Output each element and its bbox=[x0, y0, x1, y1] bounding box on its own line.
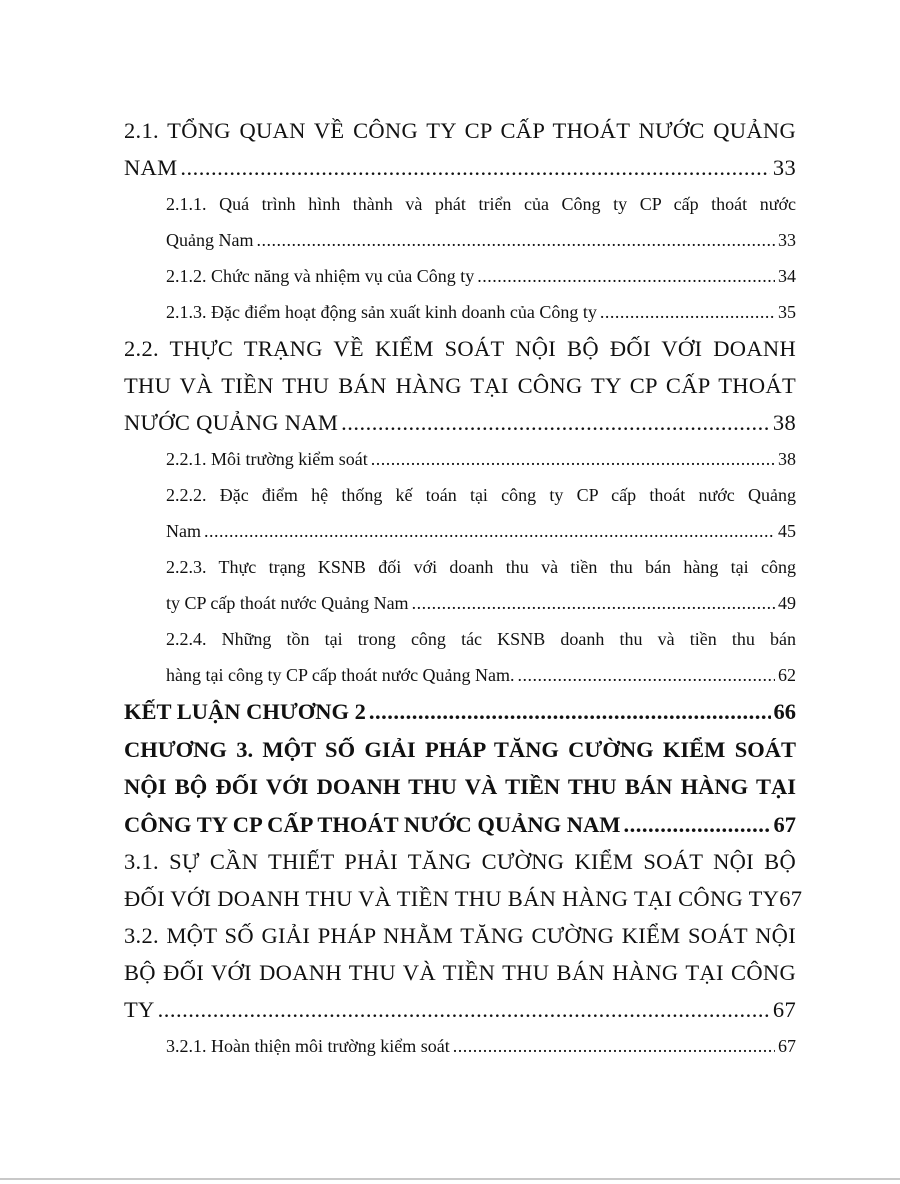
toc-page-number: 38 bbox=[778, 449, 796, 469]
toc-entry-2-2-2-line1: 2.2.2. Đặc điểm hệ thống kế toán tại công ty CP cấp thoát nước Quảng bbox=[166, 485, 796, 505]
toc-page-number: 35 bbox=[778, 302, 796, 322]
dot-leader bbox=[180, 149, 769, 186]
dot-leader bbox=[518, 657, 775, 693]
toc-entry-2-2-3[interactable] bbox=[124, 585, 796, 621]
dot-leader bbox=[412, 585, 775, 621]
toc-page-number: 67 bbox=[772, 997, 796, 1022]
toc-entry-3-2-line2: BỘ ĐỐI VỚI DOANH THU VÀ TIỀN THU BÁN HÀNG TẠI CÔNG bbox=[124, 960, 796, 985]
dot-leader bbox=[256, 222, 775, 258]
toc-entry-2-2-line2: THU VÀ TIỀN THU BÁN HÀNG TẠI CÔNG TY CP CẤP THOÁT bbox=[124, 373, 796, 398]
toc-entry-title: Quảng Nam bbox=[166, 230, 254, 250]
toc-entry-2-2-3-line1: 2.2.3. Thực trạng KSNB đối với doanh thu và tiền thu bán hàng tại công bbox=[166, 557, 796, 577]
toc-entry-chuong-3[interactable] bbox=[124, 806, 796, 844]
dot-leader bbox=[158, 991, 770, 1028]
toc-entry-title: NAM bbox=[124, 155, 178, 180]
toc-entry-2-2-line1: 2.2. THỰC TRẠNG VỀ KIỂM SOÁT NỘI BỘ ĐỐI VỚI DOANH bbox=[124, 336, 796, 361]
page-bottom-edge bbox=[0, 1178, 900, 1180]
toc-entry-2-2-4-line1: 2.2.4. Những tồn tại trong công tác KSNB doanh thu và tiền thu bán bbox=[166, 629, 796, 649]
toc-entry-3-2-1[interactable] bbox=[124, 1028, 796, 1064]
toc-entry-title: 2.1.3. Đặc điểm hoạt động sản xuất kinh doanh của Công ty bbox=[166, 302, 597, 322]
dot-leader bbox=[341, 404, 770, 441]
toc-entry-3-1-line1: 3.1. SỰ CẦN THIẾT PHẢI TĂNG CƯỜNG KIỂM SOÁT NỘI BỘ bbox=[124, 849, 796, 874]
dot-leader bbox=[369, 693, 771, 731]
dot-leader bbox=[453, 1028, 775, 1064]
toc-entry-title: KẾT LUẬN CHƯƠNG 2 bbox=[124, 699, 366, 724]
toc-entry-2-1-line1: 2.1. TỔNG QUAN VỀ CÔNG TY CP CẤP THOÁT NƯỚC QUẢNG bbox=[124, 118, 796, 143]
toc-page-number: 33 bbox=[778, 230, 796, 250]
toc-entry-title: NƯỚC QUẢNG NAM bbox=[124, 410, 339, 435]
toc-entry-3-2-line1: 3.2. MỘT SỐ GIẢI PHÁP NHẰM TĂNG CƯỜNG KIỂM SOÁT NỘI bbox=[124, 923, 796, 948]
toc-entry-chuong-3-line2: NỘI BỘ ĐỐI VỚI DOANH THU VÀ TIỀN THU BÁN HÀNG TẠI bbox=[124, 774, 796, 799]
dot-leader bbox=[477, 258, 775, 294]
toc-page-number: 66 bbox=[773, 699, 796, 724]
toc-page-number: 67 bbox=[773, 811, 796, 837]
toc-entry-title: ty CP cấp thoát nước Quảng Nam bbox=[166, 593, 409, 613]
toc-page-number: 62 bbox=[778, 665, 796, 685]
table-of-contents bbox=[124, 112, 803, 1064]
toc-entry-3-2[interactable] bbox=[124, 991, 796, 1028]
toc-entry-2-2-4[interactable] bbox=[124, 657, 796, 693]
toc-entry-title: TY bbox=[124, 997, 155, 1022]
toc-entry-title: hàng tại công ty CP cấp thoát nước Quảng Nam. bbox=[166, 665, 515, 685]
toc-entry-2-2[interactable] bbox=[124, 404, 796, 441]
toc-entry-3-1-line2[interactable]: ĐỐI VỚI DOANH THU VÀ TIỀN THU BÁN HÀNG TẠI CÔNG TY67 bbox=[124, 886, 803, 911]
toc-entry-2-1-1-line1: 2.1.1. Quá trình hình thành và phát triển của Công ty CP cấp thoát nước bbox=[166, 194, 796, 214]
toc-page-number: 38 bbox=[772, 410, 796, 435]
dot-leader bbox=[600, 294, 775, 330]
toc-page-number: 45 bbox=[778, 521, 796, 541]
toc-page-number: 49 bbox=[778, 593, 796, 613]
toc-entry-2-2-2[interactable] bbox=[124, 513, 796, 549]
toc-entry-2-1-1[interactable] bbox=[124, 222, 796, 258]
toc-page-number: 34 bbox=[778, 266, 796, 286]
toc-entry-chuong-3-line1: CHƯƠNG 3. MỘT SỐ GIẢI PHÁP TĂNG CƯỜNG KIỂM SOÁT bbox=[124, 736, 796, 762]
dot-leader bbox=[371, 441, 775, 477]
toc-entry-title: CÔNG TY CP CẤP THOÁT NƯỚC QUẢNG NAM bbox=[124, 811, 621, 837]
toc-entry-2-2-1[interactable] bbox=[124, 441, 796, 477]
toc-entry-2-1[interactable] bbox=[124, 149, 796, 186]
toc-entry-title: 2.2.1. Môi trường kiểm soát bbox=[166, 449, 368, 469]
toc-entry-title: 2.1.2. Chức năng và nhiệm vụ của Công ty bbox=[166, 266, 475, 286]
toc-page-number: 33 bbox=[772, 155, 796, 180]
toc-page-number: 67 bbox=[778, 1036, 796, 1056]
toc-entry-ket-luan-chuong-2[interactable] bbox=[124, 693, 796, 731]
toc-entry-title: 3.2.1. Hoàn thiện môi trường kiểm soát bbox=[166, 1036, 450, 1056]
toc-entry-title: Nam bbox=[166, 521, 201, 541]
dot-leader bbox=[204, 513, 775, 549]
dot-leader bbox=[623, 806, 770, 844]
toc-entry-2-1-2[interactable] bbox=[124, 258, 796, 294]
toc-entry-2-1-3[interactable] bbox=[124, 294, 796, 330]
